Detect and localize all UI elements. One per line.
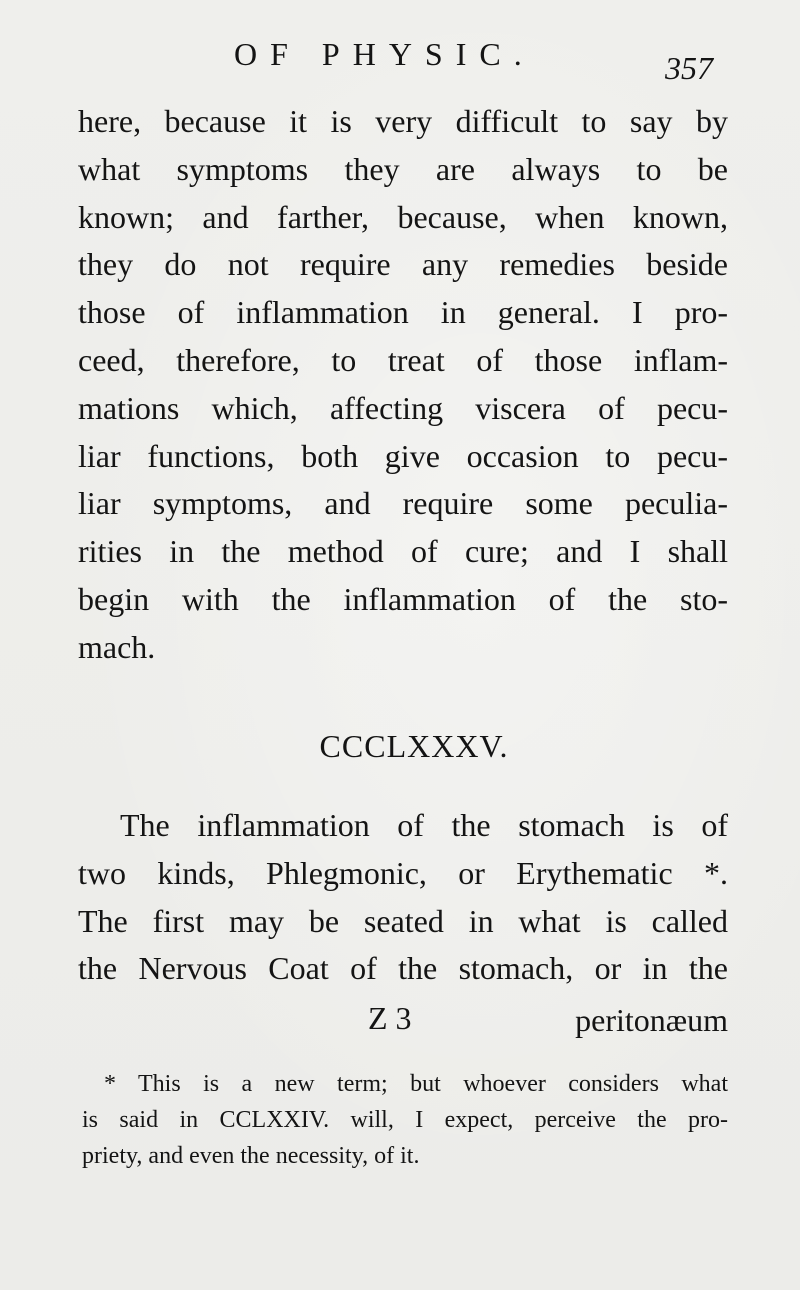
text-line: what symptoms they are always to be: [78, 150, 728, 187]
section-heading: CCCLXXXV.: [319, 728, 509, 764]
signature-mark: Z 3: [368, 1000, 412, 1036]
footnote-line: is said in CCLXXIV. will, I expect, perceive the pro-: [82, 1107, 728, 1133]
text-line: the Nervous Coat of the stomach, or in the: [78, 950, 728, 987]
page-foot: [78, 1000, 728, 1044]
running-head: OF PHYSIC.: [234, 36, 535, 72]
footnote: [82, 1066, 728, 1174]
paragraph-1: [78, 98, 728, 672]
footnote-line: priety, and even the necessity, of it.: [82, 1143, 420, 1169]
footnote-line: * This is a new term; but whoever considers what: [104, 1071, 728, 1097]
text-line: two kinds, Phlegmonic, or Erythematic *.: [78, 854, 728, 891]
text-line: rities in the method of cure; and I shall: [78, 533, 728, 570]
text-line: mach.: [78, 628, 156, 665]
text-line: they do not require any remedies beside: [78, 246, 728, 283]
paragraph-2: [78, 802, 728, 993]
text-line: mations which, affecting viscera of pecu-: [78, 389, 728, 426]
text-line: known; and farther, because, when known,: [78, 198, 728, 235]
text-line: The inflammation of the stomach is of: [120, 807, 728, 843]
text-line: those of inflammation in general. I pro-: [78, 294, 728, 331]
text-line: begin with the inflammation of the sto-: [78, 580, 728, 617]
text-line: liar symptoms, and require some peculia-: [78, 485, 728, 522]
text-line: liar functions, both give occasion to pecu-: [78, 437, 728, 474]
text-line: ceed, therefore, to treat of those inflam-: [78, 341, 728, 378]
text-line: here, because it is very difficult to say by: [78, 103, 728, 139]
text-line: The first may be seated in what is called: [78, 902, 728, 939]
page-number: 357: [665, 50, 713, 86]
catchword: peritonæum: [575, 1002, 728, 1038]
